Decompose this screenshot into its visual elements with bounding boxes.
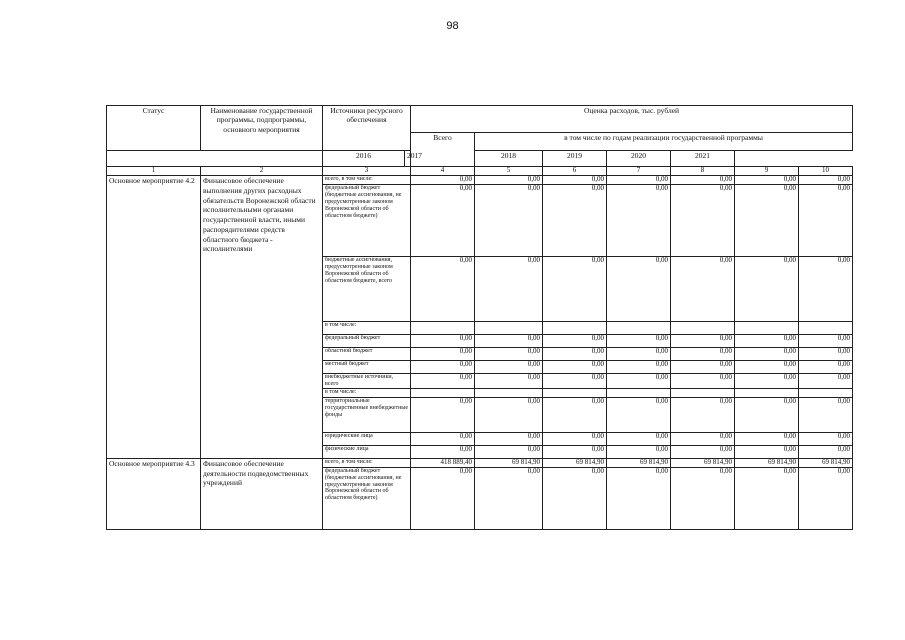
value-cell: 0,00 [671,361,735,374]
value-cell: 0,00 [475,185,543,257]
value-cell: 0,00 [411,176,475,185]
source-cell: физические лица [323,445,411,458]
value-cell [475,322,543,335]
value-cell: 0,00 [475,432,543,445]
value-cell [411,322,475,335]
value-cell: 0,00 [671,185,735,257]
value-cell: 0,00 [411,467,475,529]
value-cell [607,322,671,335]
column-number: 1 [107,167,201,176]
column-number: 7 [607,167,671,176]
source-cell: в том числе: [323,322,411,335]
value-cell [799,388,853,397]
value-cell: 0,00 [735,432,799,445]
source-cell: бюджетные ассигнования, предусмотренные законом Воронежской области об областном бюджете, всего [323,257,411,322]
source-cell: местный бюджет [323,361,411,374]
value-cell [543,322,607,335]
value-cell: 0,00 [543,257,607,322]
column-number: 2 [201,167,323,176]
value-cell: 0,00 [475,257,543,322]
value-cell: 0,00 [607,467,671,529]
value-cell [735,322,799,335]
value-cell: 0,00 [735,397,799,432]
value-cell [735,388,799,397]
value-cell: 0,00 [799,374,853,389]
value-cell: 0,00 [735,185,799,257]
value-cell: 0,00 [543,467,607,529]
header-year-2019: 2019 [543,151,607,167]
value-cell: 0,00 [543,432,607,445]
value-cell: 0,00 [607,445,671,458]
status-cell: Основное мероприятие 4.2 [107,176,201,459]
value-cell: 0,00 [543,348,607,361]
value-cell [607,388,671,397]
value-cell: 0,00 [671,348,735,361]
table-row [107,176,853,185]
value-cell: 0,00 [543,361,607,374]
value-cell: 0,00 [607,397,671,432]
value-cell: 0,00 [671,445,735,458]
value-cell: 0,00 [671,467,735,529]
value-cell: 0,00 [671,335,735,348]
value-cell: 0,00 [607,335,671,348]
value-cell: 0,00 [735,257,799,322]
value-cell: 418 889,40 [411,458,475,467]
source-cell: внебюджетные источники, всего [323,374,411,389]
column-number: 9 [735,167,799,176]
value-cell: 0,00 [411,397,475,432]
column-number: 8 [671,167,735,176]
value-cell: 0,00 [671,176,735,185]
source-cell: территориальные государственные внебюджетные фонды [323,397,411,432]
value-cell: 0,00 [735,348,799,361]
value-cell: 0,00 [607,374,671,389]
value-cell: 0,00 [735,374,799,389]
value-cell: 0,00 [543,185,607,257]
resource-table [106,105,853,530]
value-cell: 0,00 [411,432,475,445]
value-cell: 0,00 [799,348,853,361]
value-cell: 0,00 [543,335,607,348]
value-cell: 0,00 [475,397,543,432]
source-cell: юридические лица [323,432,411,445]
column-number: 10 [799,167,853,176]
value-cell: 69 814,90 [735,458,799,467]
value-cell: 0,00 [671,432,735,445]
value-cell: 0,00 [735,176,799,185]
source-cell: федеральный бюджет (бюджетные ассигнования, не предусмотренные законом Воронежской области об областном бюджете) [323,185,411,257]
value-cell: 0,00 [543,445,607,458]
value-cell: 0,00 [607,176,671,185]
value-cell: 0,00 [543,374,607,389]
header-status: Статус [107,106,201,151]
column-number: 4 [411,167,475,176]
value-cell: 0,00 [475,374,543,389]
value-cell: 0,00 [735,445,799,458]
page-number: 98 [446,20,459,32]
value-cell: 69 814,90 [671,458,735,467]
value-cell: 69 814,90 [799,458,853,467]
value-cell [411,388,475,397]
value-cell [475,388,543,397]
value-cell: 0,00 [799,257,853,322]
value-cell [799,322,853,335]
source-cell: всего, в том числе: [323,458,411,467]
source-cell: областной бюджет [323,348,411,361]
header-stub [107,151,323,167]
value-cell: 0,00 [411,374,475,389]
header-total: Всего [411,133,475,167]
value-cell: 0,00 [475,176,543,185]
value-cell: 0,00 [671,374,735,389]
value-cell: 0,00 [671,397,735,432]
header-year-2017: 2017 [405,151,411,167]
table-row [107,458,853,467]
name-cell: Финансовое обеспечение деятельности подведомственных учреждений [201,458,323,529]
column-number: 6 [543,167,607,176]
column-number: 3 [323,167,411,176]
header-year-2020: 2020 [607,151,671,167]
header-year-2018: 2018 [475,151,543,167]
value-cell: 0,00 [411,335,475,348]
value-cell: 0,00 [543,397,607,432]
header-name: Наименование государственной программы, подпрограммы, основного мероприятия [201,106,323,151]
value-cell: 0,00 [543,176,607,185]
value-cell: 0,00 [475,348,543,361]
value-cell: 0,00 [799,467,853,529]
source-cell: федеральный бюджет [323,335,411,348]
header-year-2021: 2021 [671,151,735,167]
value-cell: 0,00 [411,185,475,257]
header-by-years: в том числе по годам реализации государственной программы [475,133,853,151]
header-year-2016: 2016 [323,151,405,167]
value-cell [543,388,607,397]
source-cell: в том числе: [323,388,411,397]
value-cell: 0,00 [799,185,853,257]
value-cell: 0,00 [799,397,853,432]
header-sources: Источники ресурсного обеспечения [323,106,411,151]
header-estimate: Оценка расходов, тыс. рублей [411,106,853,133]
value-cell: 0,00 [799,432,853,445]
value-cell: 0,00 [475,467,543,529]
value-cell [671,322,735,335]
value-cell: 69 814,90 [475,458,543,467]
value-cell: 0,00 [411,361,475,374]
value-cell: 0,00 [607,432,671,445]
value-cell: 0,00 [411,445,475,458]
value-cell: 0,00 [475,445,543,458]
value-cell: 0,00 [671,257,735,322]
source-cell: всего, в том числе: [323,176,411,185]
value-cell: 0,00 [799,176,853,185]
source-cell: федеральный бюджет (бюджетные ассигнования, не предусмотренные законом Воронежской области об областном бюджете) [323,467,411,529]
value-cell: 0,00 [475,335,543,348]
column-number: 5 [475,167,543,176]
value-cell: 69 814,90 [607,458,671,467]
value-cell: 0,00 [475,361,543,374]
name-cell: Финансовое обеспечение выполнения других расходных обязательств Воронежской области исполнительными органами государственной власти, иными распорядителями средств областного бюджета - исполнителями [201,176,323,459]
value-cell: 0,00 [799,445,853,458]
value-cell: 0,00 [607,361,671,374]
value-cell: 0,00 [735,361,799,374]
value-cell: 0,00 [607,185,671,257]
value-cell: 0,00 [799,361,853,374]
value-cell: 0,00 [411,348,475,361]
value-cell: 0,00 [735,335,799,348]
status-cell: Основное мероприятие 4.3 [107,458,201,529]
value-cell: 0,00 [735,467,799,529]
value-cell [671,388,735,397]
value-cell: 69 814,90 [543,458,607,467]
value-cell: 0,00 [799,335,853,348]
value-cell: 0,00 [607,257,671,322]
value-cell: 0,00 [607,348,671,361]
value-cell: 0,00 [411,257,475,322]
